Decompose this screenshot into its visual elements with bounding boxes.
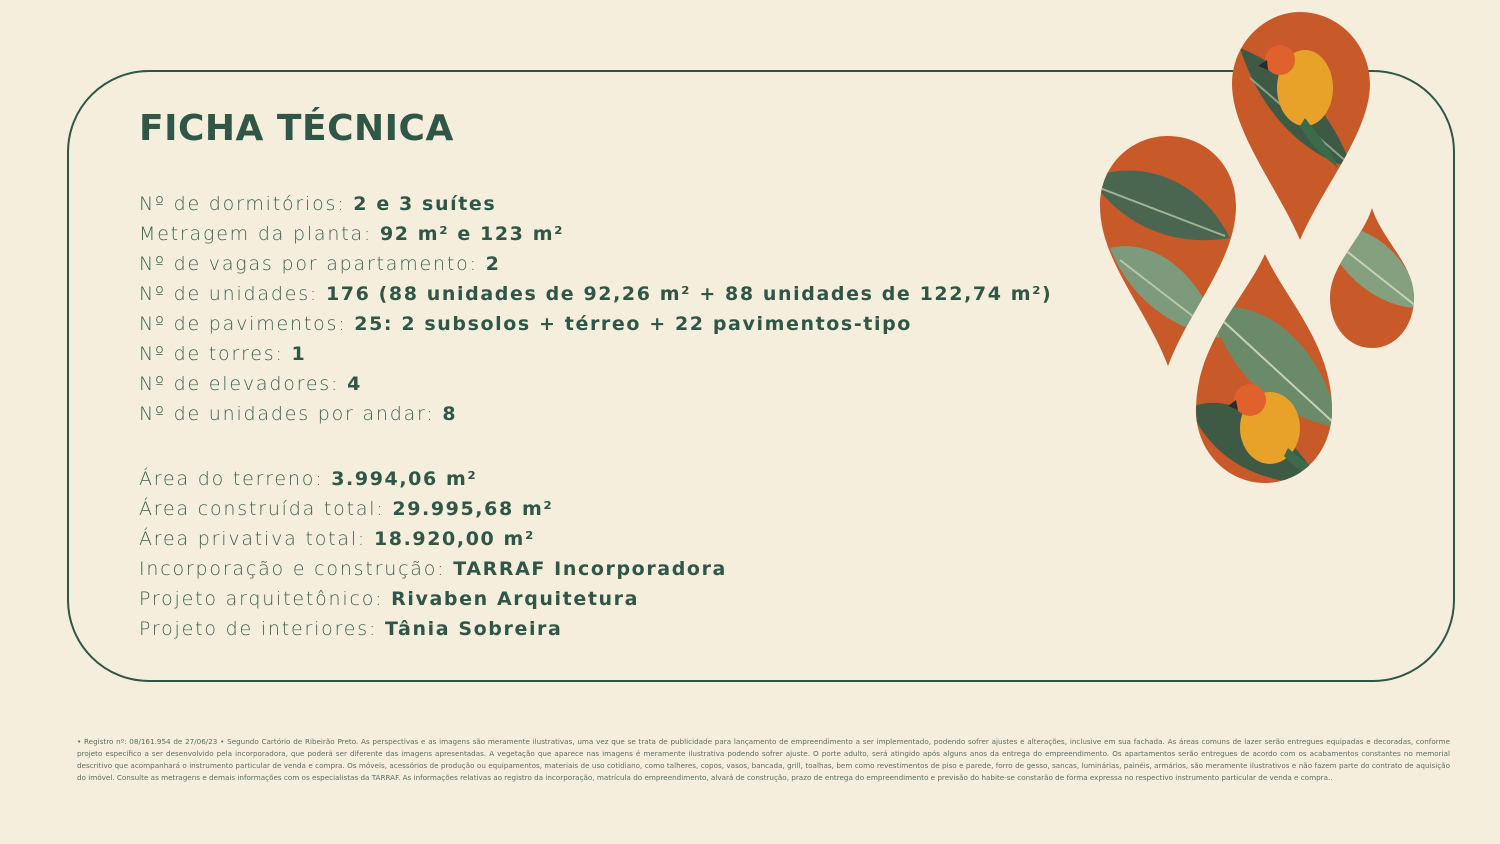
spec-row-bedrooms [139,189,1052,219]
spec-label: Área do terreno: [139,468,332,490]
spec-label: Projeto de interiores: [139,618,386,640]
spec-label: Área construída total: [139,498,393,520]
spec-row-elevators [139,369,1052,399]
spec-row-floor-plan-size [139,219,1052,249]
spec-value: 4 [347,373,362,395]
spec-row-land-area [139,464,1052,494]
parrot-leaf-drops-illustration [1090,8,1430,498]
spec-value: 18.920,00 m² [373,528,535,550]
spec-label: Metragem da planta: [139,223,380,245]
spec-label: Projeto arquitetônico: [139,588,392,610]
spec-value: 8 [442,403,458,425]
page-title: FICHA TÉCNICA [139,108,454,149]
spec-row-towers [139,339,1052,369]
spec-list [139,189,1052,644]
spec-label: Nº de dormitórios: [139,193,354,215]
spec-label: Nº de vagas por apartamento: [139,253,486,275]
spec-label: Nº de elevadores: [139,373,348,395]
spec-value: TARRAF Incorporadora [453,558,727,580]
spec-value: 2 e 3 suítes [353,193,497,215]
spec-value: 25: 2 subsolos + térreo + 22 pavimentos-tipo [354,313,912,335]
spec-label: Incorporação e construção: [139,558,454,580]
spec-value: 92 m² e 123 m² [379,223,565,245]
spec-row-developer [139,554,1052,584]
legal-disclaimer: • Registro nº: 08/161.954 de 27/06/23 • Segundo Cartório de Ribeirão Preto. As perspectivas e as imagens são meramente ilustrativas, uma vez que se trata de publicidade para lançamento de empreendimento a ser implementado, podendo sofrer ajustes e alterações, inclusive em sua fachada. As áreas comuns de lazer serão entregues equipadas e decoradas, conforme projeto específico a ser desenvolvido pela incorporadora, que poderá ser diferente das imagens apresentadas. A vegetação que aparece nas imagens é meramente ilustrativa podendo sofrer ajuste. O porte adulto, será atingido após alguns anos da entrega do empreendimento. Os apartamentos serão entregues de acordo com os acabamentos constantes no memorial descritivo que acompanhará o instrumento particular de venda e compra. Os móveis, acessórios de produção ou equipamentos, materiais de uso cotidiano, como talheres, copos, vasos, bancada, grill, toalhas, bem como revestimentos de piso e parede, forro de gesso, sancas, luminárias, painéis, armários, são meramente ilustrativos e não fazem parte do contrato de aquisição do imóvel. Consulte as metragens e demais informações com os especialistas da TARRAF. As informações relativas ao registro da incorporação, matrícula do empreendimento, alvará de construção, prazo de entrega do empreendimento e previsão do habite-se constarão de forma expressa no respectivo instrumento particular de venda e compra.. [77,737,1450,782]
spec-label: Nº de pavimentos: [139,313,355,335]
spec-label: Nº de unidades: [139,283,326,305]
spec-row-interiors [139,614,1052,644]
spec-row-built-area [139,494,1052,524]
spec-value: 29.995,68 m² [392,498,554,520]
spec-value: Rivaben Arquitetura [391,588,640,610]
spec-value: 176 (88 unidades de 92,26 m² + 88 unidades de 122,74 m²) [325,283,1053,305]
spec-label: Nº de unidades por andar: [139,403,443,425]
spec-row-units [139,279,1052,309]
spec-row-floors [139,309,1052,339]
spec-value: 1 [291,343,307,365]
spec-row-architecture [139,584,1052,614]
spec-row-units-per-floor [139,399,1052,429]
spec-row-parking [139,249,1052,279]
spec-value: 2 [485,253,501,275]
spec-row-private-area [139,524,1052,554]
spec-label: Área privativa total: [139,528,374,550]
spec-value: Tânia Sobreira [385,618,563,640]
spec-label: Nº de torres: [139,343,292,365]
spec-group-spacer [139,429,1052,464]
spec-value: 3.994,06 m² [331,468,478,490]
